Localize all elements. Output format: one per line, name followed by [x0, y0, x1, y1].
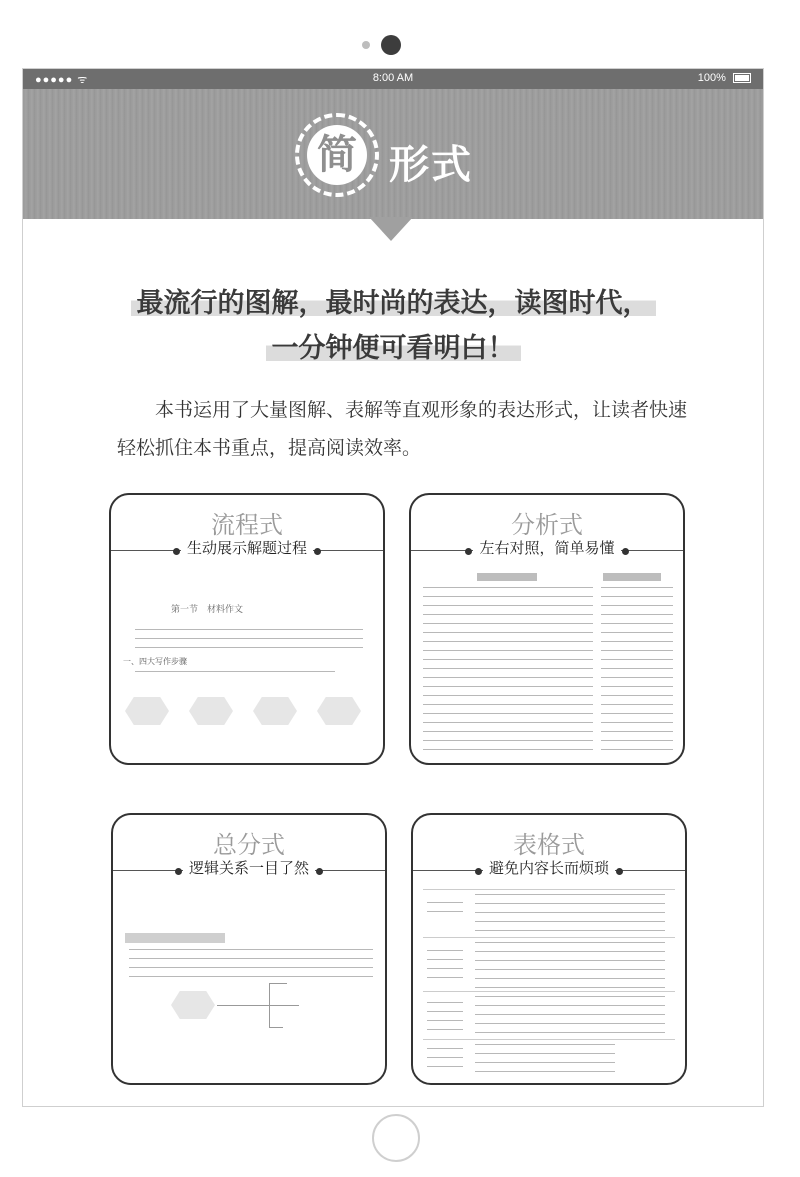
card-subtitle: 生动展示解题过程 — [111, 537, 383, 558]
connector — [217, 1005, 269, 1006]
text-block — [129, 949, 373, 977]
device-screen — [22, 68, 764, 1107]
home-button-icon[interactable] — [372, 1114, 420, 1162]
card-table — [411, 813, 687, 1085]
flow-step — [125, 697, 169, 725]
logo-badge: 简 — [307, 125, 367, 185]
connector — [269, 983, 287, 984]
text-block — [135, 671, 335, 679]
headline-line-1: 最流行的图解，最时尚的表达，读图时代， — [23, 281, 763, 320]
root-node — [171, 991, 215, 1019]
section-label — [125, 933, 225, 943]
headline-line-2: 一分钟便可看明白！ — [23, 326, 763, 365]
card-subtitle: 避免内容长而烦琐 — [413, 857, 685, 878]
row-content — [475, 1044, 615, 1072]
row-label — [427, 902, 463, 920]
battery-icon — [733, 73, 751, 83]
battery-indicator — [698, 72, 751, 84]
flow-step — [253, 697, 297, 725]
row-label — [427, 950, 463, 978]
card-title: 表格式 — [513, 831, 585, 859]
battery-percent: 100% — [697, 72, 726, 84]
intro-paragraph: 本书运用了大量图解、表解等直观形象的表达形式，让读者快速轻松抓住本书重点，提高阅读效率。 — [117, 399, 688, 459]
flow-step — [189, 697, 233, 725]
chinese-analysis — [601, 587, 673, 755]
status-bar — [23, 69, 763, 89]
card-flow — [109, 493, 385, 765]
table-row — [423, 1039, 675, 1080]
column-header — [603, 573, 661, 581]
row-content — [475, 894, 665, 934]
card-subtitle: 左右对照，简单易懂 — [411, 537, 683, 558]
row-content — [475, 996, 665, 1034]
text-block — [135, 629, 363, 651]
card-title: 总分式 — [213, 831, 285, 859]
section-heading: 第一节 材料作文 — [171, 605, 244, 615]
english-passage — [423, 587, 593, 755]
table-row — [423, 889, 675, 938]
camera-icon — [381, 35, 401, 55]
row-label — [427, 1048, 463, 1068]
signal-icon: ●●●●● ᯤ — [35, 74, 89, 86]
card-general-specific — [111, 813, 387, 1085]
flow-step — [317, 697, 361, 725]
card-title: 分析式 — [511, 511, 583, 539]
column-header — [477, 573, 537, 581]
proximity-sensor — [362, 41, 370, 49]
card-subtitle: 逻辑关系一目了然 — [113, 857, 385, 878]
table-row — [423, 937, 675, 992]
card-title: 流程式 — [211, 511, 283, 539]
banner-title: 形式 — [389, 142, 473, 188]
card-analysis — [409, 493, 685, 765]
connector — [269, 1027, 283, 1028]
table-row — [423, 991, 675, 1040]
banner-notch — [369, 217, 413, 241]
row-label — [427, 1002, 463, 1030]
status-time: 8:00 AM — [372, 72, 414, 84]
step-heading: 一、四大写作步骤 — [123, 657, 187, 666]
connector — [269, 1005, 299, 1006]
row-content — [475, 942, 665, 988]
